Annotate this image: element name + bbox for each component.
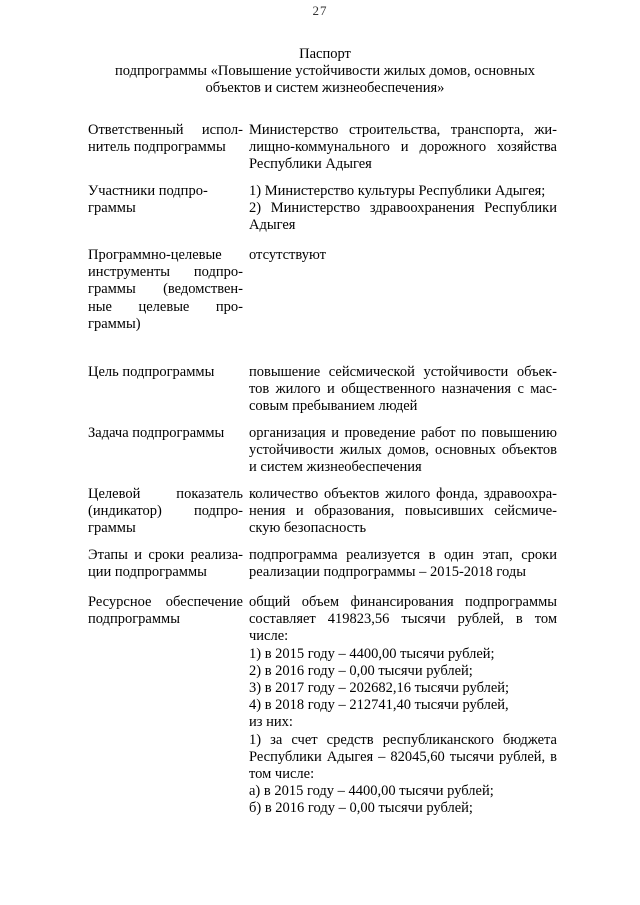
row-label <box>88 594 243 628</box>
value-line: реализации подпрограммы – 2015-2018 годы <box>249 564 526 581</box>
title-line-1: Паспорт <box>299 46 351 62</box>
row-value <box>249 547 557 581</box>
row-label <box>88 486 243 538</box>
value-line: 2) в 2016 году – 0,00 тысячи рублей; <box>249 662 473 679</box>
value-line: том числе: <box>249 766 315 783</box>
row-label <box>88 183 243 217</box>
row-label <box>88 122 243 156</box>
row-label <box>88 247 243 333</box>
label-line: Цель подпрограммы <box>88 364 215 380</box>
label-line: граммы <box>88 200 136 217</box>
label-line: Задача подпрограммы <box>88 425 225 441</box>
row-value <box>249 122 557 174</box>
value-line: 1) в 2015 году – 4400,00 тысячи рублей; <box>249 645 495 662</box>
label-line: инструменты подпро- <box>88 264 243 281</box>
label-line: подпрограммы <box>88 611 180 628</box>
label-line: Программно-целевые <box>88 247 222 263</box>
title-line-2: подпрограммы «Повышение устойчивости жилых домов, основных <box>115 63 535 79</box>
value-line: лищно-коммунального и дорожного хозяйства <box>249 139 557 156</box>
row-value <box>249 425 557 477</box>
row-value <box>249 183 557 235</box>
row-value <box>249 594 557 818</box>
page-number: 27 <box>312 3 328 18</box>
row-label <box>88 364 243 381</box>
value-line: совым пребыванием людей <box>249 398 418 415</box>
value-line: отсутствуют <box>249 247 326 263</box>
value-line: нения и образования, повысивших сейсмиче- <box>249 503 557 520</box>
row-value <box>249 247 557 264</box>
label-line: нитель подпрограммы <box>88 139 226 156</box>
value-line: Адыгея <box>249 217 296 234</box>
document-title <box>80 46 570 97</box>
label-line: граммы (ведомствен- <box>88 281 243 298</box>
label-line: Ответственный испол- <box>88 122 243 138</box>
value-line: подпрограмма реализуется в один этап, сроки <box>249 547 557 563</box>
value-line: числе: <box>249 628 289 645</box>
row-label <box>88 425 243 442</box>
value-line: организация и проведение работ по повышению <box>249 425 557 441</box>
label-line: Участники подпро- <box>88 183 208 199</box>
label-line: Целевой показатель <box>88 486 243 502</box>
row-value <box>249 364 557 416</box>
value-line: Министерство строительства, транспорта, жи- <box>249 122 557 138</box>
value-line: тов жилого и общественного назначения с мас- <box>249 381 557 398</box>
value-line: и систем жизнеобеспечения <box>249 459 422 476</box>
label-line: граммы) <box>88 315 141 332</box>
value-line: из них: <box>249 714 293 731</box>
value-line: 1) за счет средств республиканского бюджета <box>249 731 557 748</box>
label-line: ции подпрограммы <box>88 564 207 581</box>
value-line: 4) в 2018 году – 212741,40 тысячи рублей, <box>249 697 509 714</box>
value-line: Республики Адыгея <box>249 156 372 173</box>
title-line-3: объектов и систем жизнеобеспечения» <box>205 80 445 96</box>
row-value <box>249 486 557 538</box>
label-line: граммы <box>88 520 136 537</box>
value-line: Республики Адыгея – 82045,60 тысячи рублей, в <box>249 748 557 765</box>
value-line: 2) Министерство здравоохранения Республики <box>249 200 557 217</box>
value-line: общий объем финансирования подпрограммы <box>249 594 557 610</box>
value-line: а) в 2015 году – 4400,00 тысячи рублей; <box>249 783 494 800</box>
value-line: 3) в 2017 году – 202682,16 тысячи рублей; <box>249 680 510 697</box>
value-line: 1) Министерство культуры Республики Адыгея; <box>249 183 546 199</box>
value-line: б) в 2016 году – 0,00 тысячи рублей; <box>249 800 473 817</box>
label-line: ные целевые про- <box>88 298 243 315</box>
label-line: (индикатор) подпро- <box>88 503 243 520</box>
value-line: устойчивости жилых домов, основных объектов <box>249 442 557 459</box>
value-line: скую безопасность <box>249 520 367 537</box>
row-label <box>88 547 243 581</box>
value-line: количество объектов жилого фонда, здравоохра- <box>249 486 557 502</box>
label-line: Ресурсное обеспечение <box>88 594 243 610</box>
value-line: составляет 419823,56 тысячи рублей, в том <box>249 611 557 628</box>
label-line: Этапы и сроки реализа- <box>88 547 243 563</box>
value-line: повышение сейсмической устойчивости объек- <box>249 364 557 380</box>
